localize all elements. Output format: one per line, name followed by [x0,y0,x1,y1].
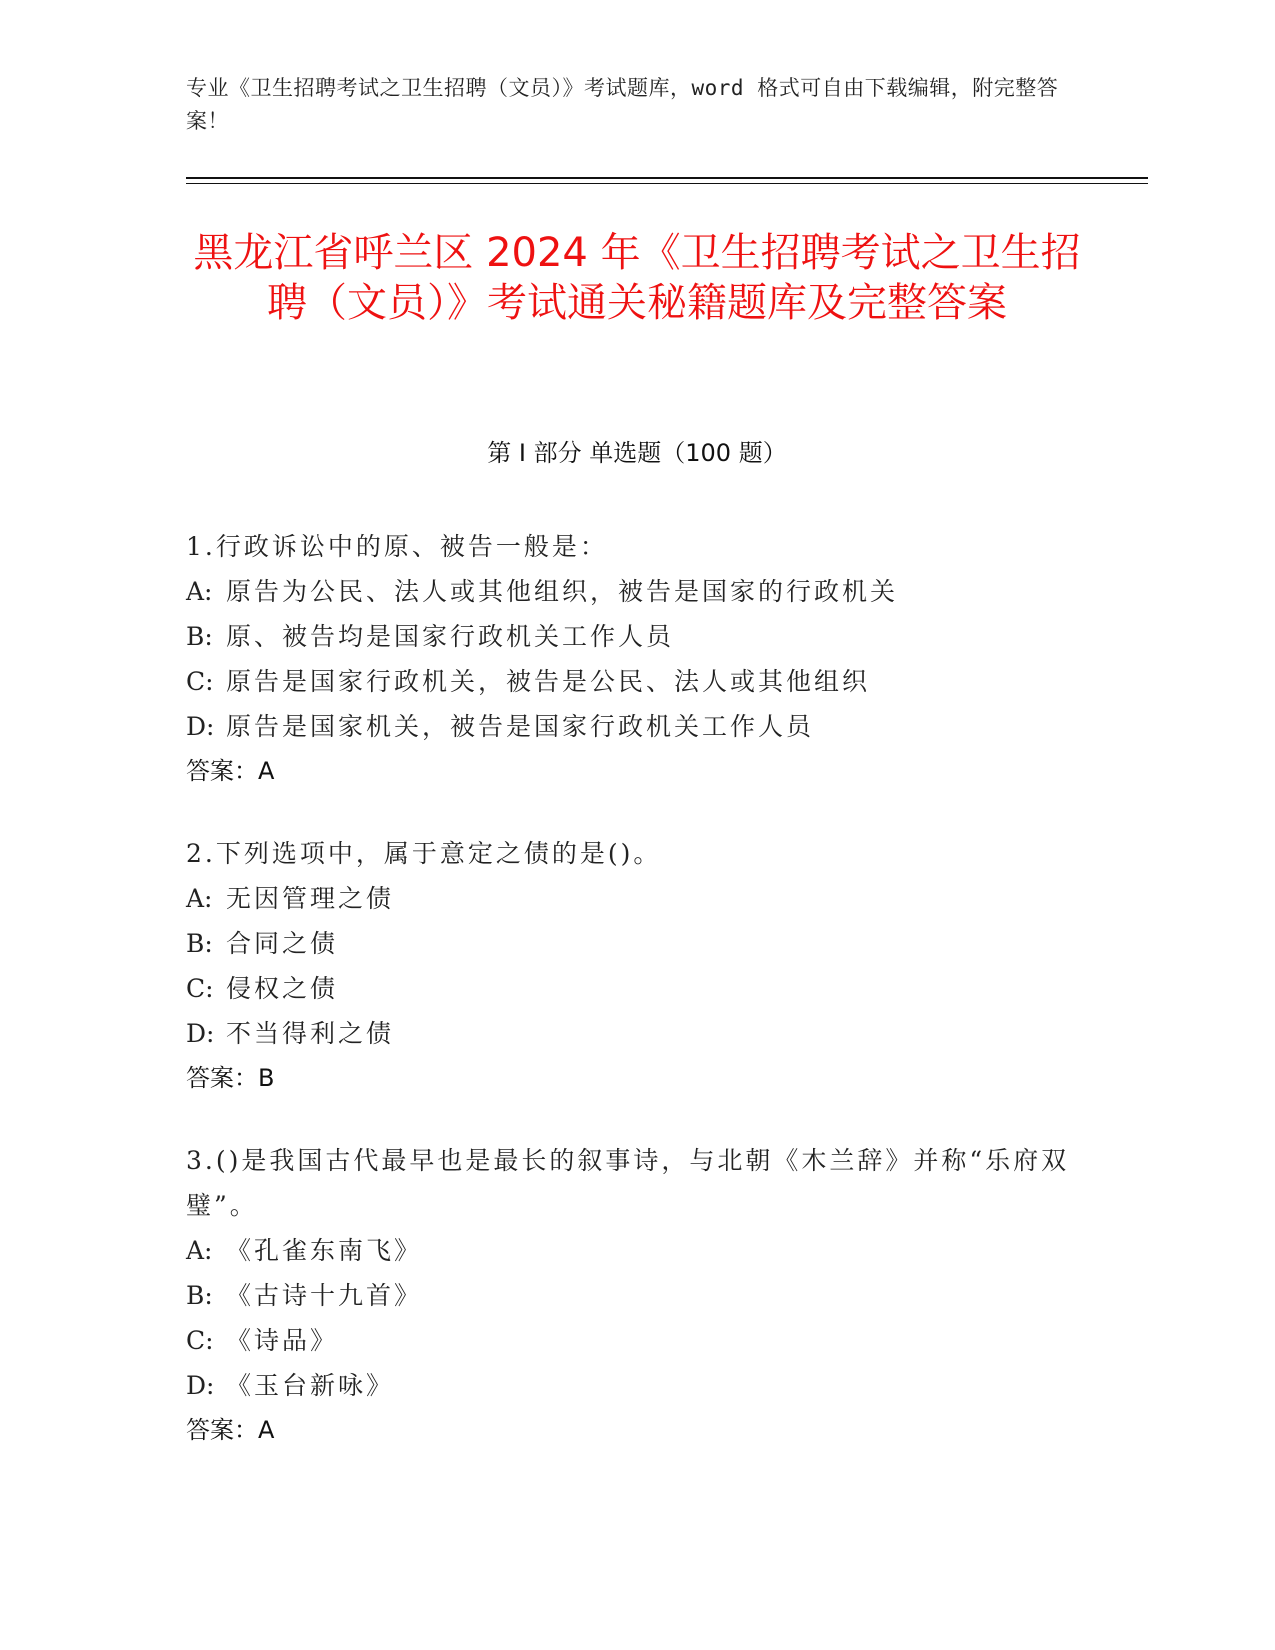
document-title: 黑龙江省呼兰区 2024 年《卫生招聘考试之卫生招聘（文员）》考试通关秘籍题库及完整答案 [193,230,1081,326]
option-letter: D: [186,712,215,741]
question-stem: 3.()是我国古代最早也是最长的叙事诗，与北朝《木兰辞》并称“乐府双璧”。 [186,1146,1070,1220]
option-text: 《玉台新咏》 [226,1371,395,1400]
header-rule-thin [186,183,1148,184]
option-d [186,1011,1086,1056]
option-text: 侵权之债 [226,974,339,1003]
option-c [186,966,1086,1011]
option-letter: C: [186,667,214,696]
question-3 [186,1138,1086,1453]
option-letter: B: [186,1281,213,1310]
option-text: 不当得利之债 [226,1019,395,1048]
answer-line: 答案：A [186,757,275,785]
option-a [186,569,1086,614]
question-2 [186,831,1086,1101]
section-heading: 第 I 部分 单选题（100 题） [487,439,787,467]
option-text: 《诗品》 [226,1326,339,1355]
question-stem: 2.下列选项中，属于意定之债的是()。 [186,839,662,868]
option-text: 无因管理之债 [226,884,395,913]
option-b [186,1273,1086,1318]
option-text: 原告是国家机关，被告是国家行政机关工作人员 [226,712,815,741]
option-letter: C: [186,1326,214,1355]
question-list [186,524,1086,1490]
option-letter: B: [186,622,213,651]
option-letter: D: [186,1371,215,1400]
option-b [186,614,1086,659]
option-a [186,1228,1086,1273]
option-a [186,876,1086,921]
option-c [186,1318,1086,1363]
header-note: 专业《卫生招聘考试之卫生招聘（文员）》考试题库，word 格式可自由下载编辑，附完整答案！ [186,76,1059,133]
option-text: 原告为公民、法人或其他组织，被告是国家的行政机关 [226,577,899,606]
option-d [186,704,1086,749]
option-b [186,921,1086,966]
question-stem: 1.行政诉讼中的原、被告一般是： [186,532,608,561]
option-letter: A: [186,577,213,606]
option-text: 合同之债 [226,929,339,958]
header-rule-thick [186,177,1148,179]
question-1 [186,524,1086,794]
option-d [186,1363,1086,1408]
option-letter: C: [186,974,214,1003]
option-text: 原告是国家行政机关，被告是公民、法人或其他组织 [226,667,871,696]
option-text: 原、被告均是国家行政机关工作人员 [226,622,675,651]
answer-line: 答案：B [186,1064,275,1092]
option-letter: B: [186,929,213,958]
option-text: 《古诗十九首》 [226,1281,423,1310]
option-c [186,659,1086,704]
answer-line: 答案：A [186,1416,275,1444]
option-letter: A: [186,1236,213,1265]
option-letter: D: [186,1019,215,1048]
option-letter: A: [186,884,213,913]
option-text: 《孔雀东南飞》 [226,1236,423,1265]
